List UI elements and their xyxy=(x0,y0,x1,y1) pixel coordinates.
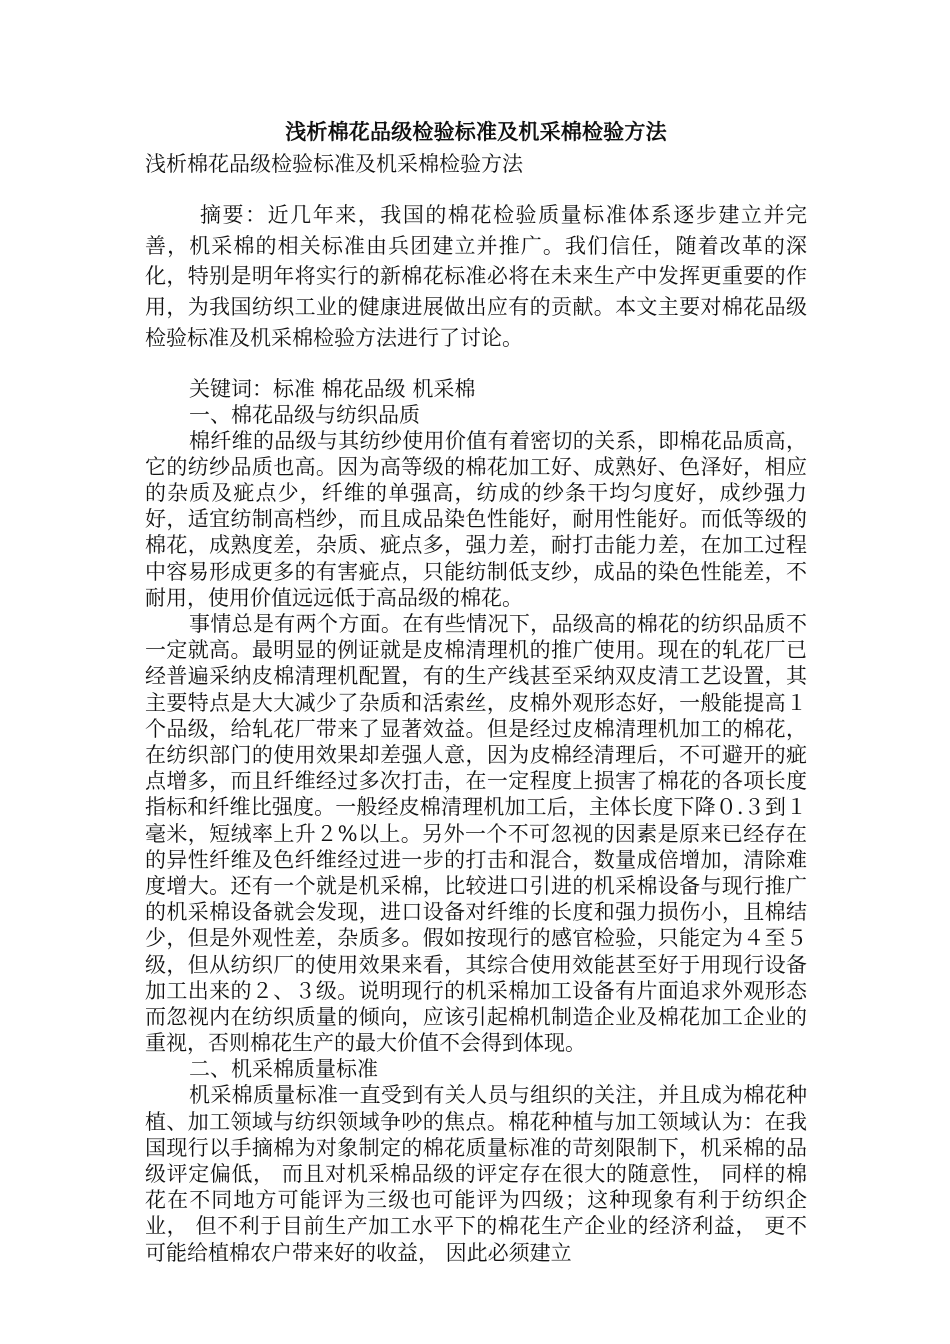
document-page xyxy=(145,116,807,1266)
section-1-paragraph-2: 事情总是有两个方面。在有些情况下，品级高的棉花的纺织品质不一定就高。最明显的例证就是皮棉清理机的推广使用。现在的轧花厂已经普遍采纳皮棉清理机配置，有的生产线甚至采纳双皮清工艺设置，其主要特点是大大减少了杂质和活索丝，皮棉外观形态好，一般能提高１个品级，给轧花厂带来了显著效益。但是经过皮棉清理机加工的棉花，在纺织部门的使用效果却差强人意，因为皮棉经清理后，不可避开的疵点增多，而且纤维经过多次打击，在一定程度上损害了棉花的各项长度指标和纤维比强度。一般经皮棉清理机加工后，主体长度下降０.３到１毫米，短绒率上升２%以上。另外一个不可忽视的因素是原来已经存在的异性纤维及色纤维经过进一步的打击和混合，数量成倍增加，清除难度增大。还有一个就是机采棉，比较进口引进的机采棉设备与现行推广的机采棉设备就会发现，进口设备对纤维的长度和强力损伤小，且棉结少，但是外观性差，杂质多。假如按现行的感官检验，只能定为４至５级，但从纺织厂的使用效果来看，其综合使用效能甚至好于用现行设备加工出来的２、３级。说明现行的机采棉加工设备有片面追求外观形态而忽视内在纺织质量的倾向，应该引起棉机制造企业及棉花加工企业的重视，否则棉花生产的最大价值不会得到体现。 xyxy=(145,611,807,1056)
document-subtitle: 浅析棉花品级检验标准及机采棉检验方法 xyxy=(145,152,523,176)
section-1-paragraph-1: 棉纤维的品级与其纺纱使用价值有着密切的关系，即棉花品质高，它的纺纱品质也高。因为高等级的棉花加工好、成熟好、色泽好，相应的杂质及疵点少，纤维的单强高，纺成的纱条干均匀度好，成纱强力好，适宜纺制高档纱，而且成品染色性能好，耐用性能好。而低等级的棉花，成熟度差，杂质、疵点多，强力差，耐打击能力差，在加工过程中容易形成更多的有害疵点，只能纺制低支纱，成品的染色性能差，不耐用，使用价值远远低于高品级的棉花。 xyxy=(145,428,807,610)
abstract-paragraph: 摘要：近几年来，我国的棉花检验质量标准体系逐步建立并完善，机采棉的相关标准由兵团建立并推广。我们信任，随着改革的深化，特别是明年将实行的新棉花标准必将在未来生产中发挥更重要的作用，为我国纺织工业的健康进展做出应有的贡献。本文主要对棉花品级检验标准及机采棉检验方法进行了讨论。 xyxy=(145,203,807,350)
section-2-paragraph-1: 机采棉质量标准一直受到有关人员与组织的关注，并且成为棉花种植、加工领域与纺织领域争吵的焦点。棉花种植与加工领域认为：在我国现行以手摘棉为对象制定的棉花质量标准的苛刻限制下，机采棉的品级评定偏低， 而且对机采棉品级的评定存在很大的随意性， 同样的棉花在不同地方可能评为三级也可能评为四级；这种现象有利于纺织企业， 但不利于目前生产加工水平下的棉花生产企业的经济利益， 更不可能给植棉农户带来好的收益， 因此必须建立 xyxy=(145,1083,807,1265)
section-1-heading: 一、棉花品级与纺织品质 xyxy=(189,402,420,427)
document-title: 浅析棉花品级检验标准及机采棉检验方法 xyxy=(285,120,667,144)
section-2-heading: 二、机采棉质量标准 xyxy=(189,1057,378,1082)
keywords-line: 关键词：标准 棉花品级 机采棉 xyxy=(189,376,476,401)
